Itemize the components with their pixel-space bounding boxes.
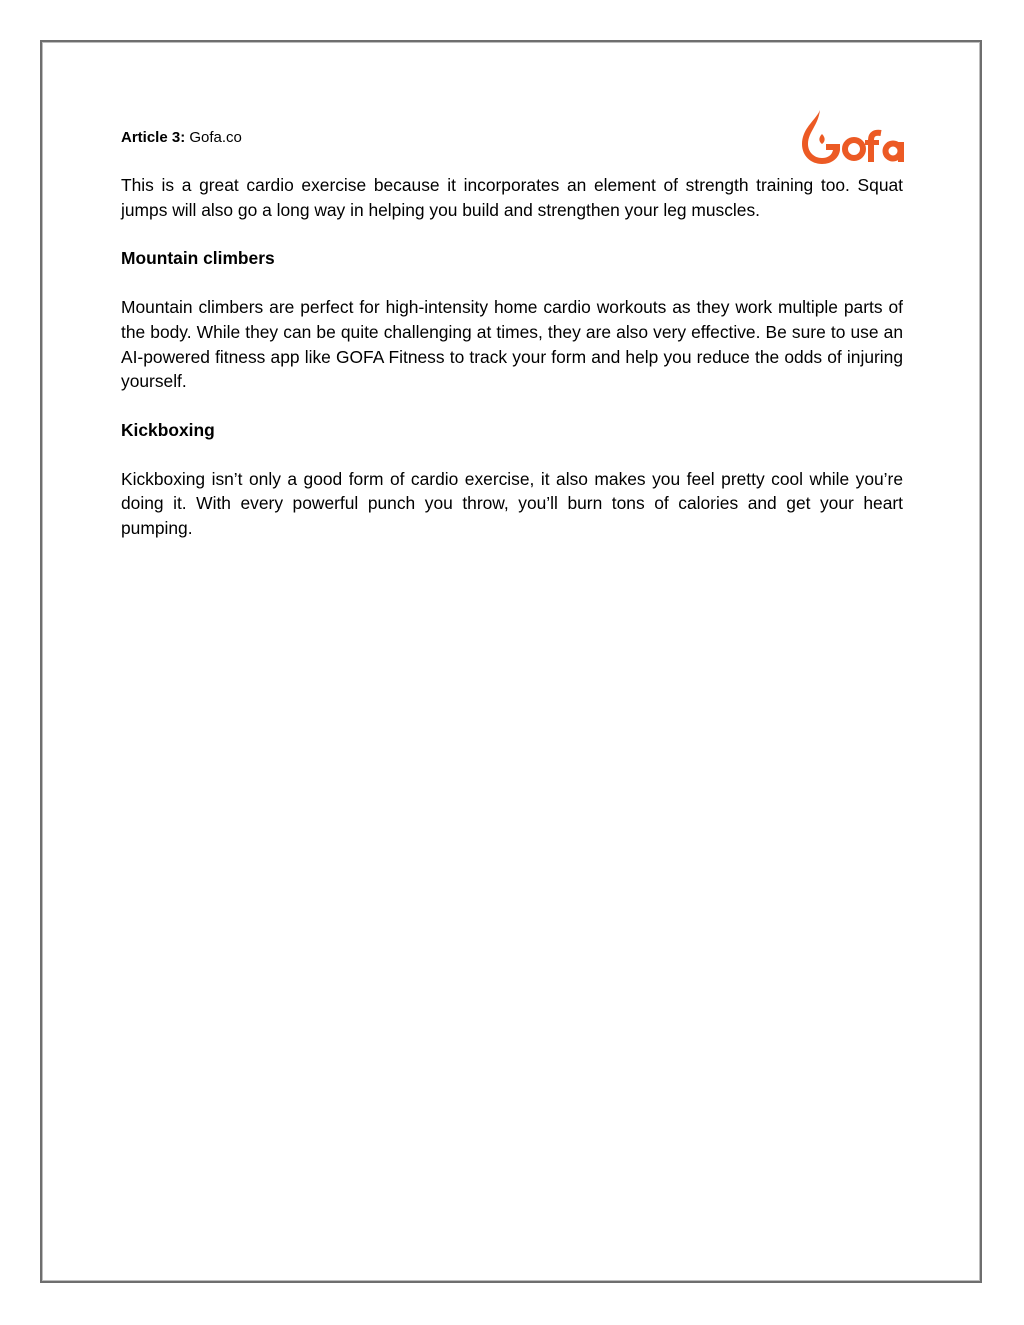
intro-paragraph: This is a great cardio exercise because it incorporates an element of strength training too. Squat jumps will also go a long way in helping you build and strengthen your leg muscles.	[121, 175, 903, 220]
mountain-climbers-paragraph: Mountain climbers are perfect for high-intensity home cardio workouts as they work multiple parts of the body. While they can be quite challenging at times, they are also very effective. Be sure to use an AI-powered fitness app like GOFA Fitness to track your form and help you reduce the odds of injuring yourself.	[121, 297, 903, 392]
article-label: Article 3:	[121, 129, 186, 146]
article-content	[121, 128, 903, 541]
article-header	[121, 128, 903, 148]
article-source: Gofa.co	[189, 129, 242, 146]
heading-mountain-climbers: Mountain climbers	[121, 248, 275, 269]
kickboxing-paragraph: Kickboxing isn’t only a good form of cardio exercise, it also makes you feel pretty cool while you’re doing it. With every powerful punch you throw, you’ll burn tons of calories and get your heart pumping.	[121, 468, 903, 539]
heading-kickboxing: Kickboxing	[121, 419, 215, 440]
